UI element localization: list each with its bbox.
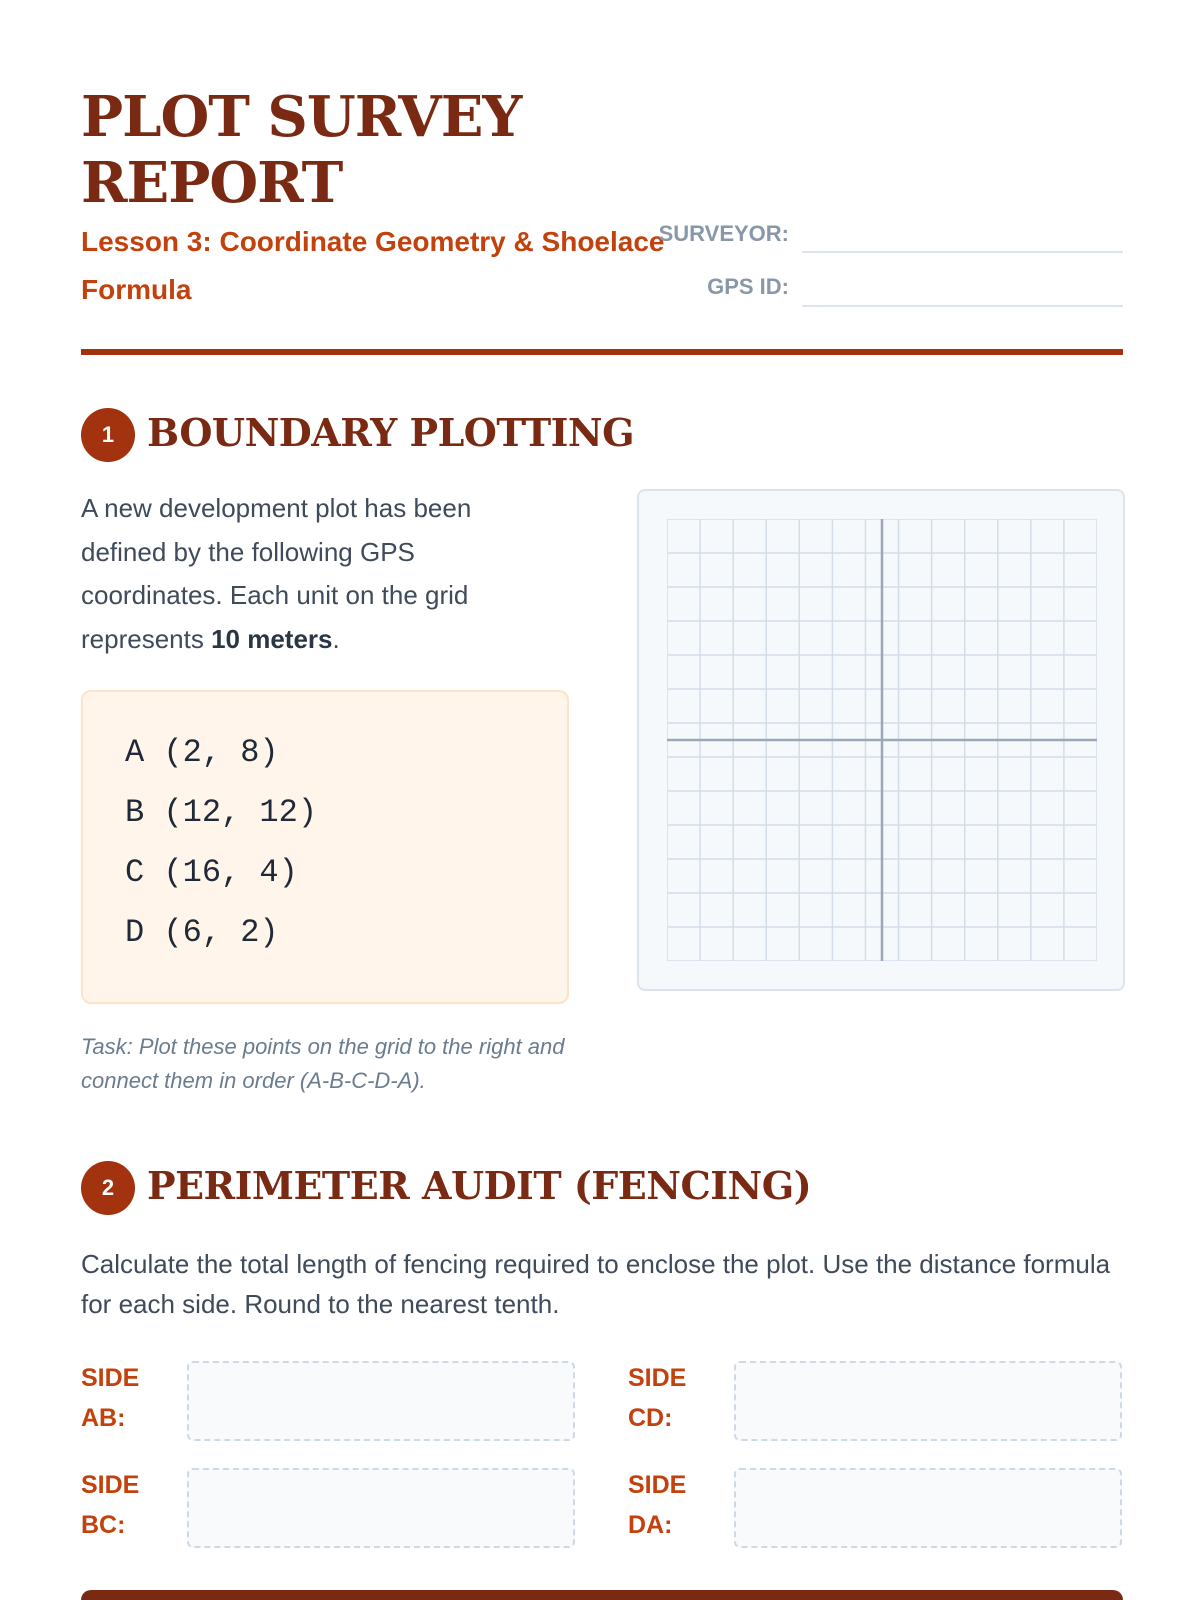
section-intro — [81, 487, 501, 661]
side-bc-input[interactable] — [187, 1468, 575, 1548]
surveyor-label: SURVEYOR: — [658, 221, 789, 246]
side-bc-label: SIDE BC: — [81, 1471, 140, 1539]
intro-unit: 10 meters — [211, 623, 333, 654]
side-cd-input[interactable] — [734, 1361, 1122, 1441]
coordinate-b: B (12, 12) — [125, 794, 318, 831]
coordinate-c: C (16, 4) — [125, 854, 298, 891]
section-number-badge: 1 — [81, 408, 135, 462]
side-ab-label: SIDE AB: — [81, 1364, 140, 1432]
side-da-label: SIDE DA: — [628, 1471, 687, 1539]
section-title: BOUNDARY PLOTTING — [147, 410, 635, 455]
side-cd-label: SIDE CD: — [628, 1364, 687, 1432]
side-ab-input[interactable] — [187, 1361, 575, 1441]
header-divider — [81, 349, 1123, 355]
coordinate-a: A (2, 8) — [125, 734, 279, 771]
section-title: PERIMETER AUDIT (FENCING) — [147, 1163, 812, 1208]
section-number-badge: 2 — [81, 1161, 135, 1215]
task-instruction: Task: Plot these points on the grid to the right and connect them in order (A-B-C-D-A). — [81, 1034, 565, 1093]
page-subtitle: Lesson 3: Coordinate Geometry & Shoelace Formula — [81, 226, 665, 305]
coordinate-grid-card — [637, 489, 1125, 991]
surveyor-field[interactable] — [802, 251, 1123, 253]
footer-bar — [81, 1590, 1123, 1600]
coordinate-grid[interactable] — [667, 519, 1097, 961]
coordinate-d: D (6, 2) — [125, 914, 279, 951]
gps-id-label: GPS ID: — [707, 274, 789, 299]
side-da-input[interactable] — [734, 1468, 1122, 1548]
section-description: Calculate the total length of fencing required to enclose the plot. Use the distance formula for each side. Round to the nearest tenth. — [81, 1249, 1111, 1319]
intro-end: . — [332, 623, 340, 654]
coordinates-box — [81, 690, 569, 1004]
intro-text: A new development plot has been defined by the following GPS coordinates. Each unit on the grid represents — [81, 493, 472, 654]
page-title: PLOT SURVEY REPORT — [81, 84, 522, 216]
gps-id-field[interactable] — [802, 305, 1123, 307]
